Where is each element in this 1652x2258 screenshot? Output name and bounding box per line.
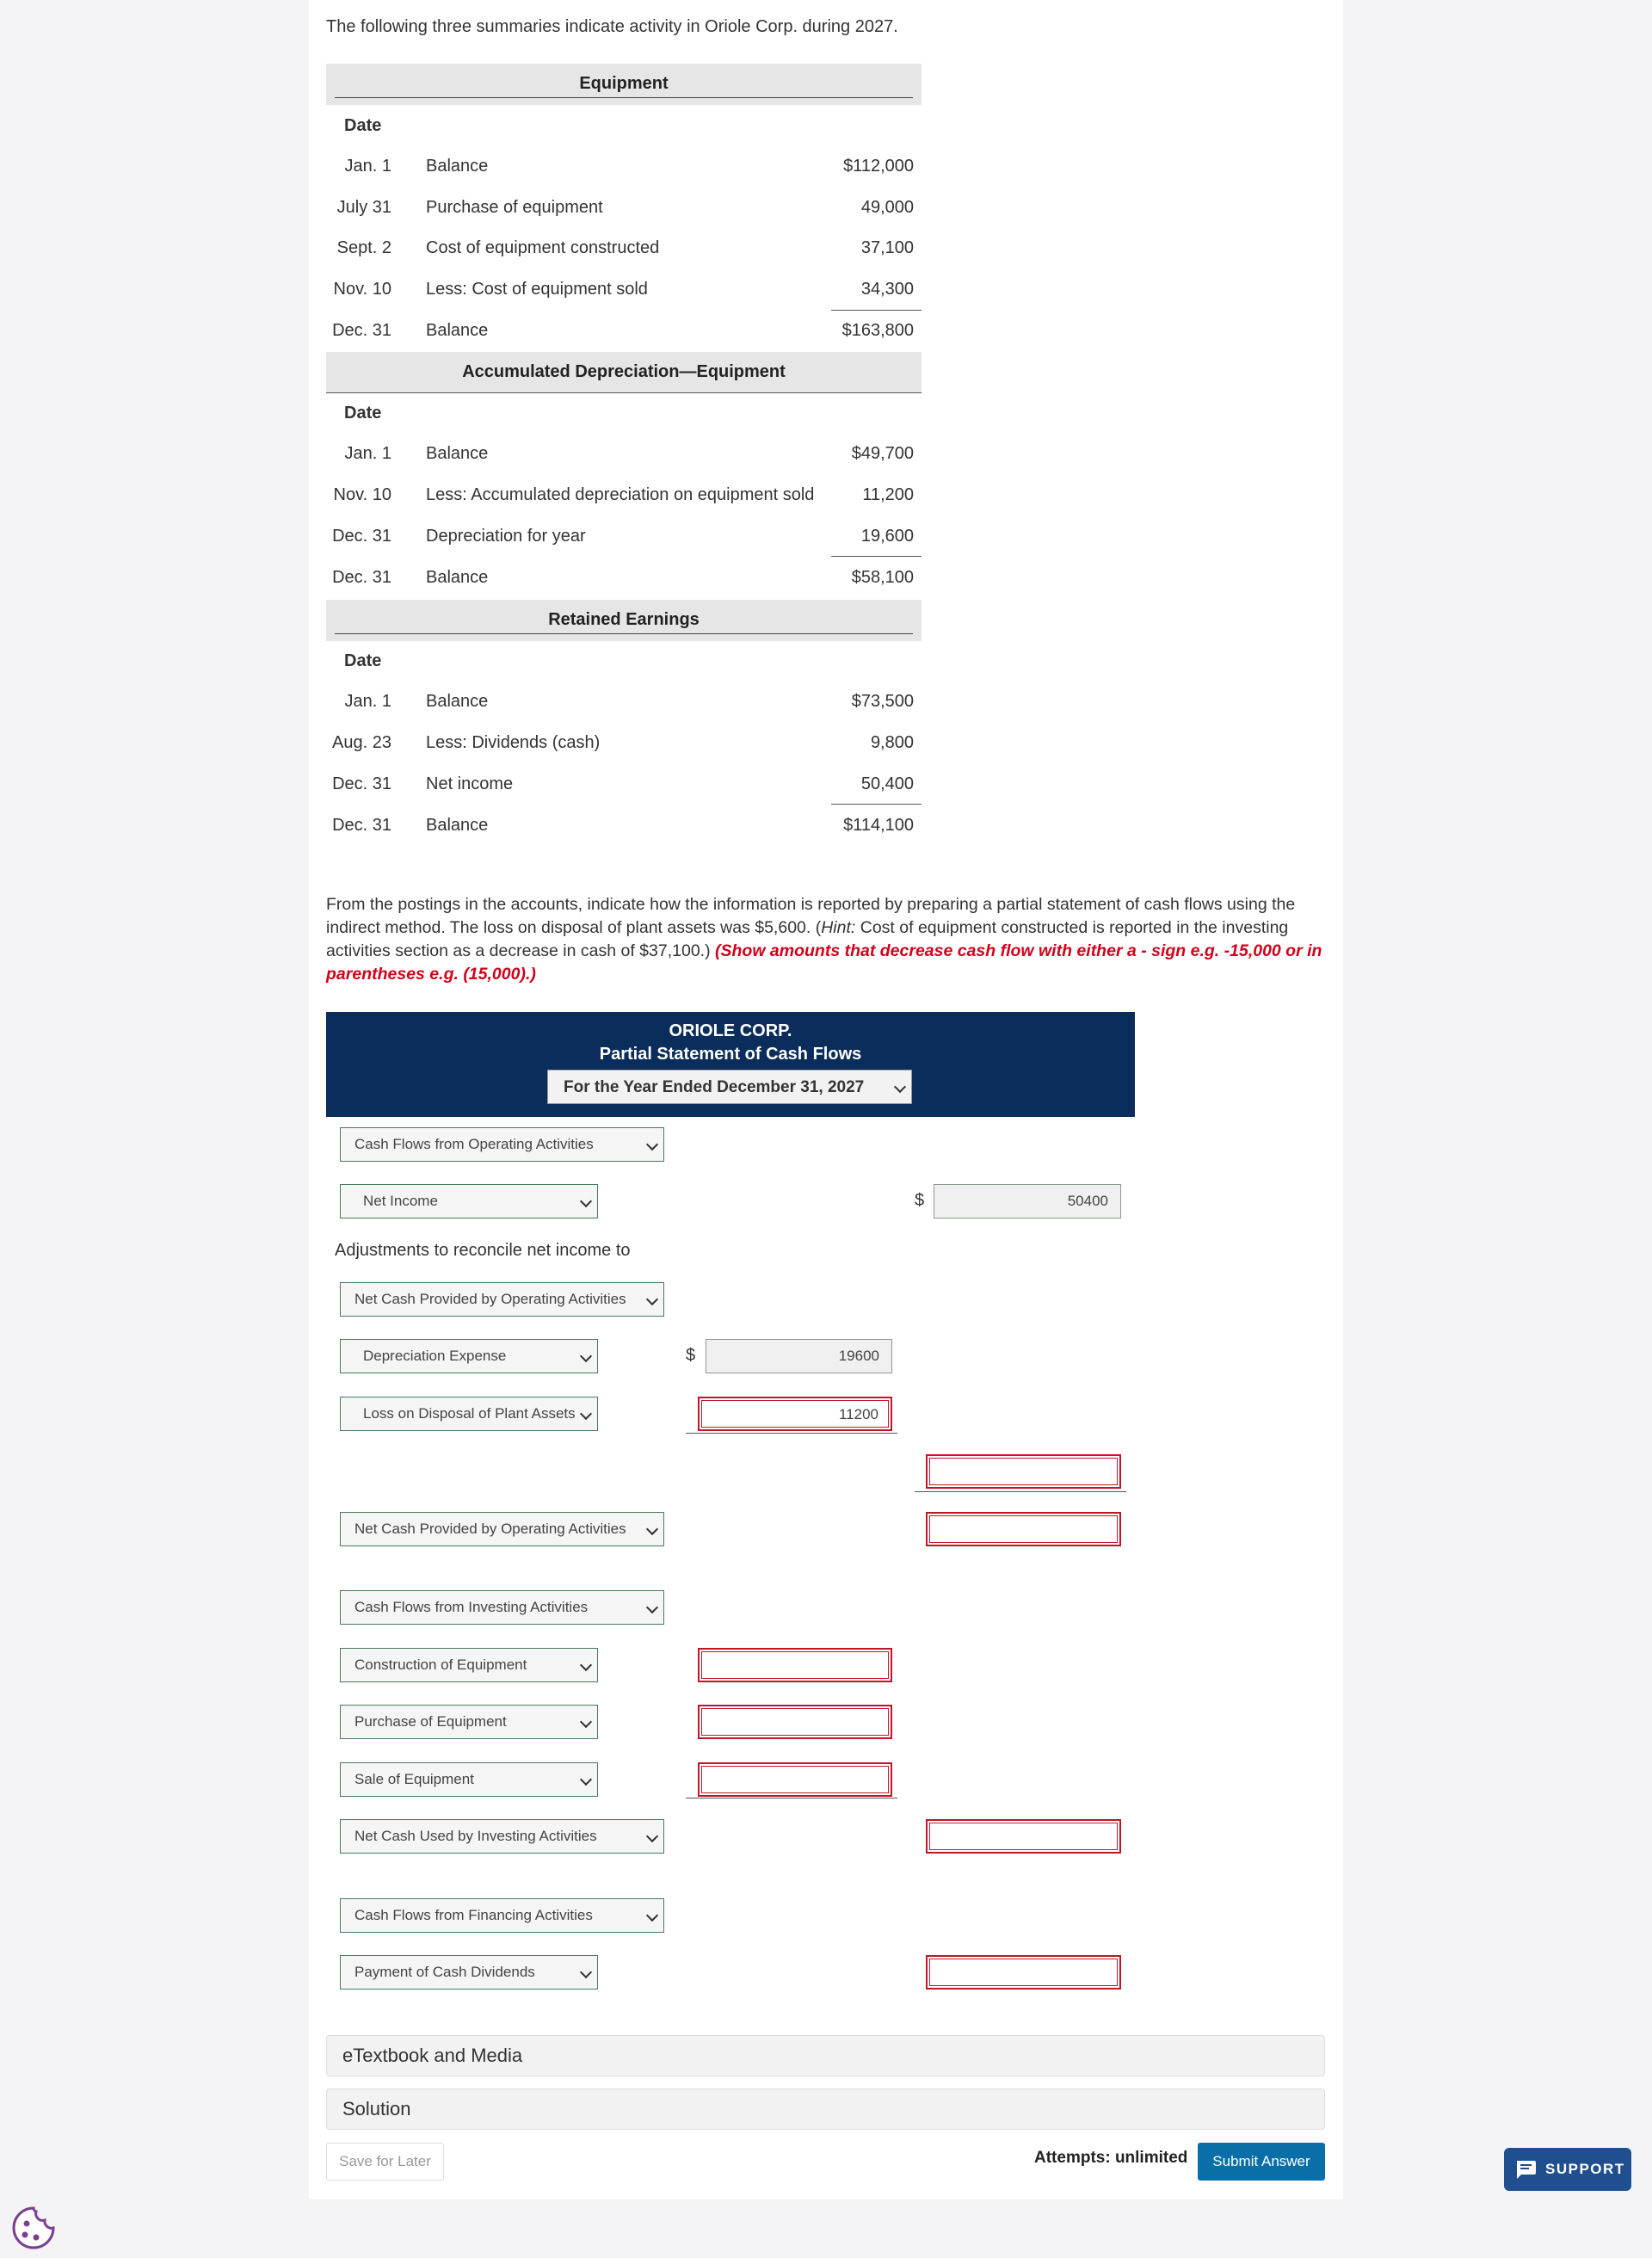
equipment-date: Nov. 10 <box>333 280 391 299</box>
select-label: Purchase of Equipment <box>354 1713 507 1730</box>
construction-input[interactable] <box>698 1648 892 1682</box>
select-label: Net Income <box>363 1193 438 1209</box>
date-header: Date <box>344 116 382 135</box>
sum-rule <box>831 804 922 805</box>
equipment-desc: Balance <box>426 157 489 176</box>
financing-header-select[interactable] <box>340 1898 664 1933</box>
dividends-input[interactable] <box>926 1955 1121 1990</box>
chevron-down-icon <box>894 1081 906 1093</box>
equipment-amount: 49,000 <box>860 198 914 217</box>
retained-amount: 9,800 <box>870 733 914 752</box>
net-income-input[interactable]: 50400 <box>934 1184 1121 1218</box>
equipment-date: Jan. 1 <box>344 157 391 176</box>
depreciation-input[interactable]: 19600 <box>706 1339 892 1373</box>
equipment-amount: $112,000 <box>843 157 914 176</box>
equipment-desc: Less: Cost of equipment sold <box>426 280 648 299</box>
purchase-input[interactable] <box>698 1705 892 1739</box>
accum-dep-amount: 11,200 <box>862 485 914 504</box>
retained-amount: 50,400 <box>860 774 914 793</box>
select-label: Net Cash Provided by Operating Activities <box>354 1291 626 1307</box>
instructions-text: From the postings in the accounts, indicate how the information is reported by preparing a partial statement of cash flows using the indirect method. The loss on disposal of plant assets was $5,600. ( <box>326 895 1296 937</box>
investing-header-select[interactable] <box>340 1590 664 1625</box>
instructions-text: Cost of equipment constructed is reported in the investing activities section as a decrease in cash of $37,100.) <box>326 918 1289 960</box>
purchase-select[interactable] <box>340 1705 598 1739</box>
cookie-settings-button[interactable] <box>10 2205 57 2255</box>
retained-desc: Balance <box>426 692 489 711</box>
header-rule <box>335 633 913 634</box>
investing-total-select[interactable] <box>340 1819 664 1854</box>
chevron-down-icon <box>580 1659 592 1671</box>
select-label: Construction of Equipment <box>354 1656 527 1673</box>
sign-instruction: (Show amounts that decrease cash flow with either a - sign e.g. -15,000 or in parentheses e.g. (15,000).) <box>326 941 1322 984</box>
select-label: Cash Flows from Financing Activities <box>354 1907 593 1923</box>
chat-icon <box>1514 2159 1537 2180</box>
attempts-label: Attempts: unlimited <box>1034 2149 1188 2167</box>
retained-date: Dec. 31 <box>332 816 391 835</box>
depreciation-select[interactable] <box>340 1339 598 1373</box>
equipment-date: Dec. 31 <box>332 321 391 340</box>
retained-desc: Net income <box>426 774 514 793</box>
chevron-down-icon <box>580 1716 592 1728</box>
adjustments-select[interactable] <box>340 1282 664 1317</box>
adjustments-text: Adjustments to reconcile net income to <box>335 1241 631 1260</box>
equipment-date: July 31 <box>336 198 391 217</box>
subtotal-rule <box>686 1433 897 1434</box>
accum-dep-date: Nov. 10 <box>333 485 391 504</box>
sale-input[interactable] <box>698 1762 892 1797</box>
accum-dep-date: Jan. 1 <box>344 444 391 463</box>
dollar-sign: $ <box>686 1346 696 1365</box>
equipment-desc: Purchase of equipment <box>426 198 603 217</box>
support-button[interactable] <box>1504 2148 1631 2191</box>
operating-total-select[interactable] <box>340 1512 664 1546</box>
accum-dep-amount: $58,100 <box>851 568 914 587</box>
chevron-down-icon <box>580 1350 592 1362</box>
equipment-desc: Cost of equipment constructed <box>426 238 660 257</box>
sum-rule <box>831 556 922 557</box>
net-income-select[interactable] <box>340 1184 598 1218</box>
retained-desc: Balance <box>426 816 489 835</box>
accum-dep-desc: Balance <box>426 444 489 463</box>
submit-answer-button[interactable]: Submit Answer <box>1198 2143 1325 2181</box>
header-rule <box>335 97 913 98</box>
cookie-icon <box>10 2205 57 2251</box>
support-label: SUPPORT <box>1545 2161 1625 2177</box>
loss-disposal-input[interactable]: 11200 <box>698 1397 892 1431</box>
instructions <box>326 893 1333 986</box>
accum-dep-date: Dec. 31 <box>332 527 391 546</box>
equipment-amount: $163,800 <box>841 321 914 340</box>
intro-text: The following three summaries indicate activity in Oriole Corp. during 2027. <box>326 17 898 36</box>
accum-dep-desc: Less: Accumulated depreciation on equipment sold <box>426 485 815 504</box>
accum-dep-amount: 19,600 <box>860 527 914 546</box>
chevron-down-icon <box>580 1774 592 1786</box>
chevron-down-icon <box>646 1601 658 1613</box>
adjustments-total-input[interactable] <box>926 1454 1121 1489</box>
equipment-date: Sept. 2 <box>336 238 391 257</box>
select-label: Sale of Equipment <box>354 1771 474 1787</box>
chevron-down-icon <box>580 1408 592 1420</box>
operating-header-select[interactable] <box>340 1127 664 1162</box>
accum-dep-date: Dec. 31 <box>332 568 391 587</box>
chevron-down-icon <box>646 1138 658 1151</box>
chevron-down-icon <box>580 1966 592 1978</box>
chevron-down-icon <box>646 1909 658 1922</box>
accum-dep-header <box>326 352 922 393</box>
retained-amount: $114,100 <box>843 816 914 835</box>
retained-title: Retained Earnings <box>548 610 700 629</box>
date-header: Date <box>344 651 382 670</box>
chevron-down-icon <box>580 1195 592 1207</box>
etextbook-accordion[interactable]: eTextbook and Media <box>326 2035 1325 2076</box>
accum-dep-title: Accumulated Depreciation—Equipment <box>462 362 786 381</box>
equipment-amount: 37,100 <box>860 238 914 257</box>
statement-title: Partial Statement of Cash Flows <box>599 1045 862 1064</box>
select-label: Cash Flows from Operating Activities <box>354 1136 594 1152</box>
date-header: Date <box>344 404 382 423</box>
select-label: Net Cash Provided by Operating Activities <box>354 1521 626 1537</box>
dividends-select[interactable] <box>340 1955 598 1990</box>
chevron-down-icon <box>646 1293 658 1305</box>
select-label: Loss on Disposal of Plant Assets <box>363 1405 576 1422</box>
period-label: For the Year Ended December 31, 2027 <box>564 1078 865 1096</box>
retained-date: Dec. 31 <box>332 774 391 793</box>
equipment-title: Equipment <box>579 74 669 93</box>
company-name: ORIOLE CORP. <box>669 1021 792 1040</box>
retained-amount: $73,500 <box>851 692 914 711</box>
subtotal-rule <box>915 1491 1126 1492</box>
operating-total-input[interactable] <box>926 1512 1121 1546</box>
retained-header <box>326 600 922 641</box>
equipment-amount: 34,300 <box>860 280 914 299</box>
retained-date: Jan. 1 <box>344 692 391 711</box>
chevron-down-icon <box>646 1523 658 1535</box>
accum-dep-amount: $49,700 <box>851 444 914 463</box>
save-for-later-button[interactable]: Save for Later <box>326 2143 444 2181</box>
equipment-header <box>326 64 922 105</box>
equipment-desc: Balance <box>426 321 489 340</box>
select-label: Net Cash Used by Investing Activities <box>354 1828 597 1844</box>
retained-desc: Less: Dividends (cash) <box>426 733 601 752</box>
select-label: Payment of Cash Dividends <box>354 1964 535 1980</box>
retained-date: Aug. 23 <box>332 733 391 752</box>
sale-select[interactable] <box>340 1762 598 1797</box>
chevron-down-icon <box>646 1830 658 1842</box>
loss-disposal-select[interactable] <box>340 1397 598 1431</box>
sum-rule <box>831 310 922 311</box>
select-label: Depreciation Expense <box>363 1348 507 1364</box>
hint-label: Hint: <box>821 918 856 937</box>
select-label: Cash Flows from Investing Activities <box>354 1599 589 1615</box>
construction-select[interactable] <box>340 1648 598 1682</box>
header-rule <box>326 392 922 393</box>
period-select[interactable] <box>547 1070 912 1104</box>
investing-total-input[interactable] <box>926 1819 1121 1854</box>
solution-accordion[interactable]: Solution <box>326 2088 1325 2130</box>
accum-dep-desc: Depreciation for year <box>426 527 586 546</box>
accum-dep-desc: Balance <box>426 568 489 587</box>
dollar-sign: $ <box>915 1191 925 1210</box>
